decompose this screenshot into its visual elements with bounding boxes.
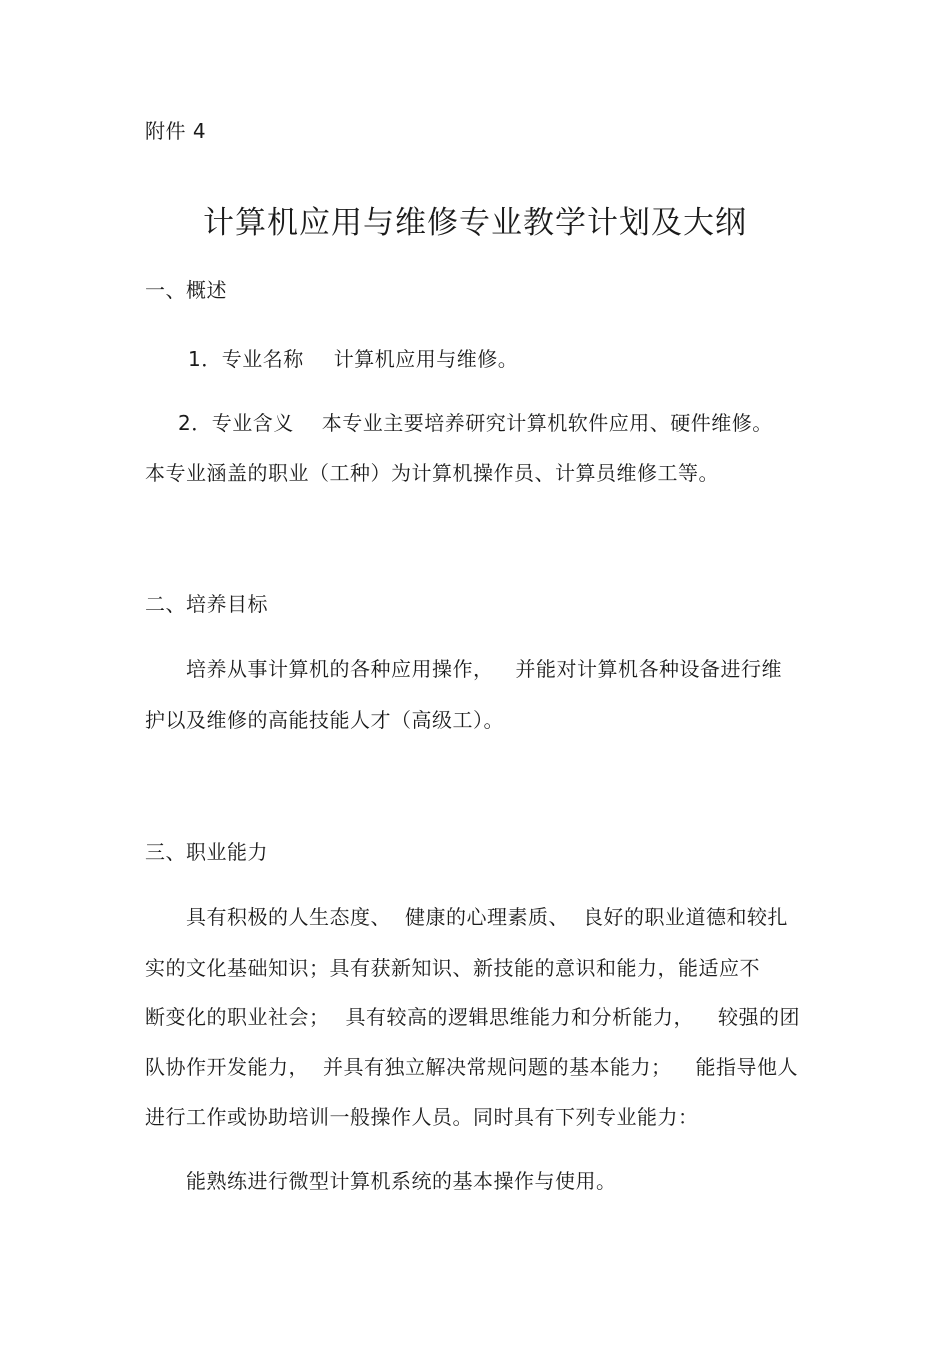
paragraph-abilities-line4 xyxy=(145,1054,798,1080)
attachment-label: 附件 4 xyxy=(145,119,207,143)
paragraph-abilities-line3 xyxy=(145,1004,800,1030)
paragraph-abilities-line5: 进行工作或协助培训一般操作人员。同时具有下列专业能力： xyxy=(145,1105,699,1129)
abilities-text-4a: 队协作开发能力， xyxy=(145,1055,309,1079)
goals-text-b: 并能对计算机各种设备进行维 xyxy=(515,657,782,681)
major-meaning-text: 本专业主要培养研究计算机软件应用、硬件维修。 xyxy=(321,411,773,435)
section-heading-overview: 一、概述 xyxy=(145,278,227,302)
paragraph-major-name xyxy=(188,346,518,372)
paragraph-abilities-line6: 能熟练进行微型计算机系统的基本操作与使用。 xyxy=(186,1169,617,1193)
paragraph-major-meaning-line2: 本专业涵盖的职业（工种）为计算机操作员、计算员维修工等。 xyxy=(145,461,719,485)
goals-text-a: 培养从事计算机的各种应用操作， xyxy=(186,657,494,681)
section-heading-goals: 二、培养目标 xyxy=(145,592,268,616)
abilities-text-1a: 具有积极的人生态度、 xyxy=(186,905,391,929)
major-name-value: 计算机应用与维修。 xyxy=(333,347,519,371)
abilities-text-4c: 能指导他人 xyxy=(695,1055,798,1079)
document-title: 计算机应用与维修专业教学计划及大纲 xyxy=(203,205,747,241)
abilities-text-3b: 具有较高的逻辑思维能力和分析能力， xyxy=(345,1005,694,1029)
major-name-label: 1．专业名称 xyxy=(188,347,304,371)
paragraph-goals-line1 xyxy=(186,656,782,682)
abilities-text-1b: 健康的心理素质、 xyxy=(405,905,569,929)
major-meaning-label: 2．专业含义 xyxy=(178,411,294,435)
paragraph-abilities-line2: 实的文化基础知识；具有获新知识、新技能的意识和能力，能适应不 xyxy=(145,956,760,980)
paragraph-major-meaning-line1 xyxy=(178,410,773,436)
abilities-text-1c: 良好的职业道德和较扎 xyxy=(583,905,788,929)
paragraph-goals-line2: 护以及维修的高能技能人才（高级工）。 xyxy=(145,708,504,732)
section-heading-abilities: 三、职业能力 xyxy=(145,840,268,864)
paragraph-abilities-line1 xyxy=(186,904,788,930)
abilities-text-3a: 断变化的职业社会； xyxy=(145,1005,330,1029)
abilities-text-4b: 并具有独立解决常规问题的基本能力； xyxy=(323,1055,672,1079)
abilities-text-3c: 较强的团 xyxy=(718,1005,800,1029)
